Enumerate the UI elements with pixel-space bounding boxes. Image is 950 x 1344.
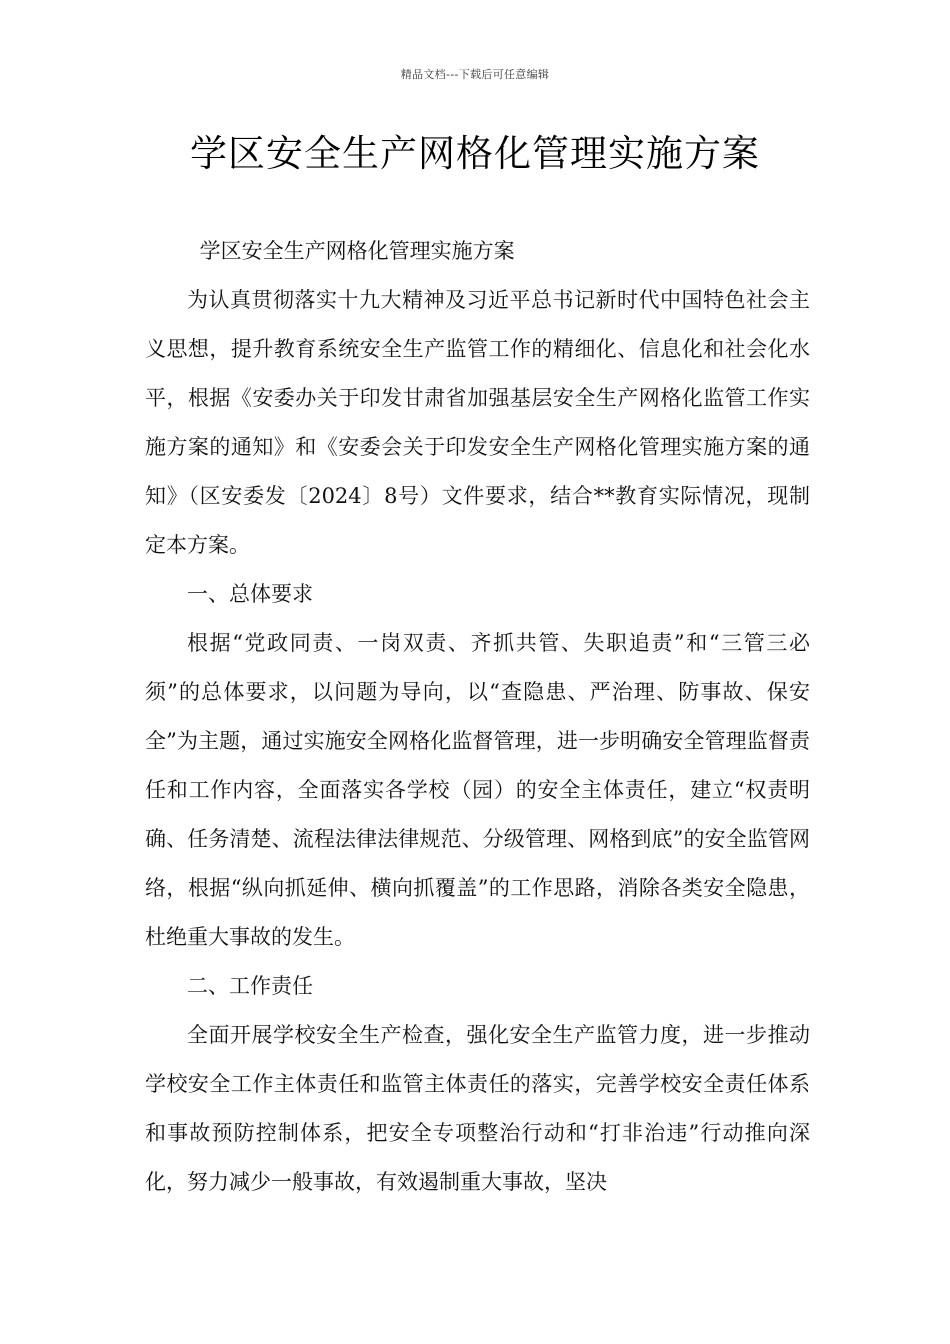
section-heading-general-requirements: 一、总体要求 <box>187 582 313 606</box>
document-title: 学区安全生产网格化管理实施方案 <box>190 132 760 175</box>
intro-paragraph: 为认真贯彻落实十九大精神及习近平总书记新时代中国特色社会主义思想，提升教育系统安全生产监管工作的精细化、信息化和社会化水平，根据《安委办关于印发甘肃省加强基层安全生产网格化监管工作实施方案的通知》和《安委会关于印发安全生产网格化管理实施方案的通知》（区安委发〔2024〕8号）文件要求，结合**教育实际情况，现制定本方案。 <box>145 288 810 557</box>
section-heading-work-responsibility: 二、工作责任 <box>187 974 313 998</box>
document-subtitle: 学区安全生产网格化管理实施方案 <box>199 239 515 263</box>
page-header-note: 精品文档---下载后可任意编辑 <box>400 68 550 81</box>
work-responsibility-paragraph: 全面开展学校安全生产检查，强化安全生产监管力度，进一步推动学校安全工作主体责任和监管主体责任的落实，完善学校安全责任体系和事故预防控制体系，把安全专项整治行动和“打非治违”行动推向深化，努力减少一般事故，有效遏制重大事故，坚决 <box>145 1023 810 1194</box>
general-requirements-paragraph: 根据“党政同责、一岗双责、齐抓共管、失职追责”和“三管三必须”的总体要求，以问题为导向，以“查隐患、严治理、防事故、保安全”为主题，通过实施安全网格化监督管理，进一步明确安全管理监督责任和工作内容，全面落实各学校（园）的安全主体责任，建立“权责明确、任务清楚、流程法律法律规范、分级管理、网格到底”的安全监管网络，根据“纵向抓延伸、横向抓覆盖”的工作思路，消除各类安全隐患，杜绝重大事故的发生。 <box>145 631 810 949</box>
document-body <box>145 227 810 1207</box>
